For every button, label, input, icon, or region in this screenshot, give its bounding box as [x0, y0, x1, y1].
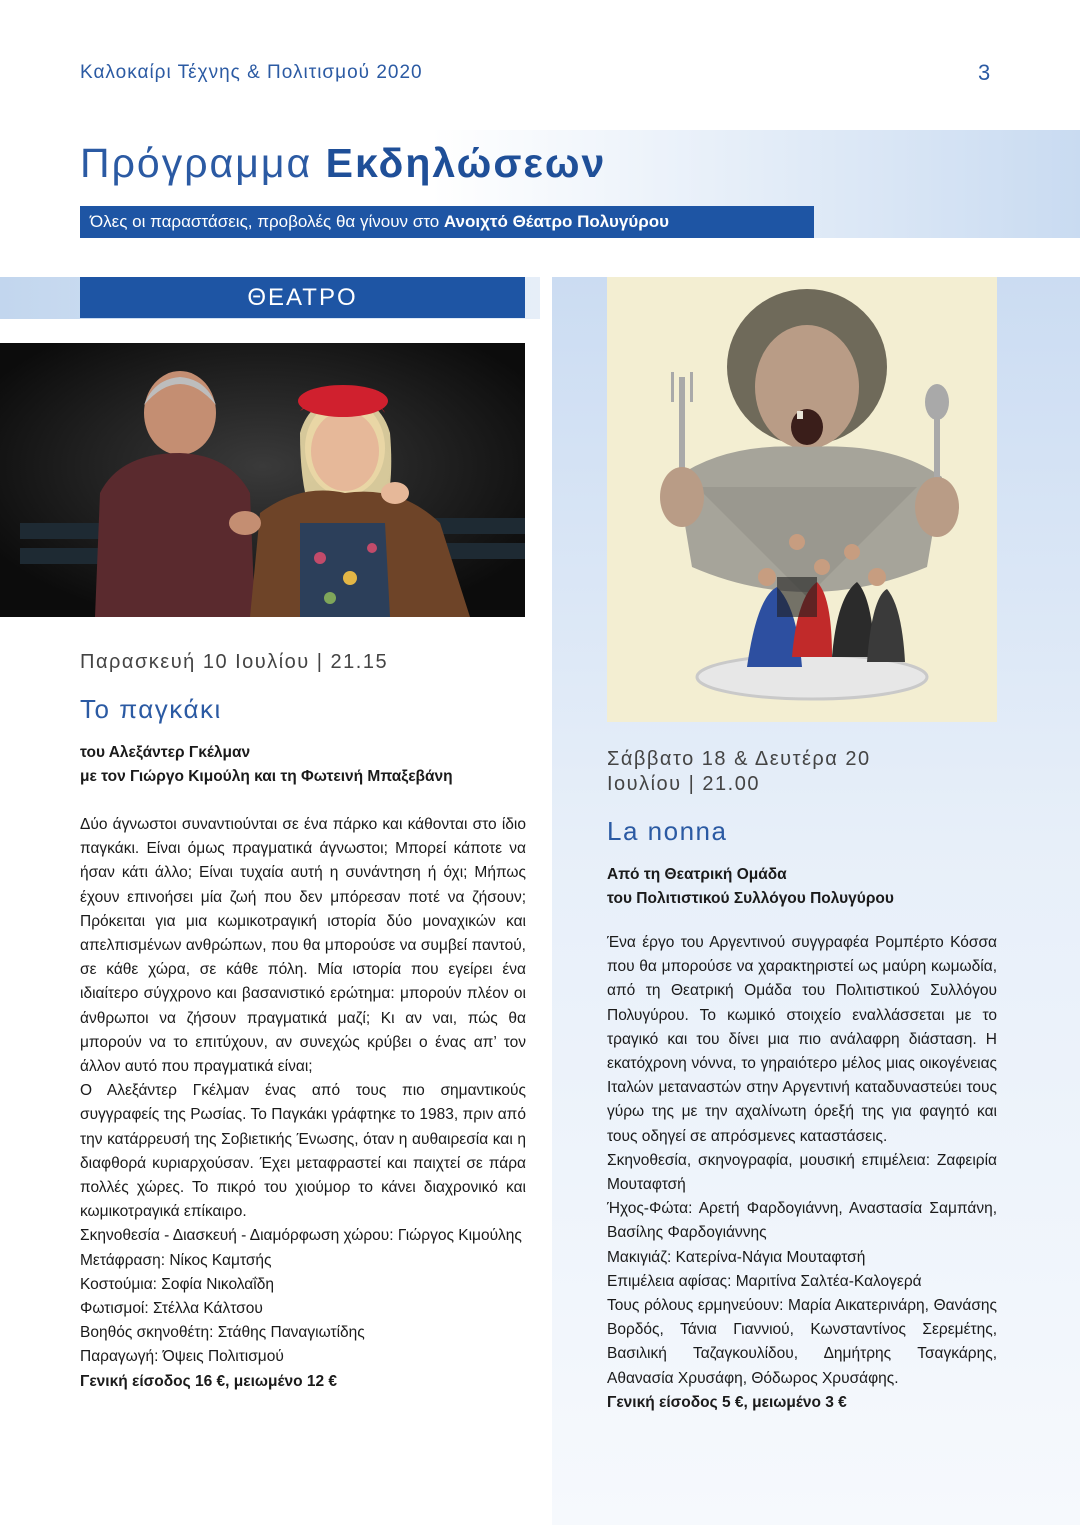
- event-credits: [607, 863, 1007, 911]
- credit-line: Σκηνοθεσία - Διασκευή - Διαμόρφωση χώρου: Γιώργος Κιμούλης: [80, 1227, 522, 1245]
- event-title: Το παγκάκι: [80, 694, 222, 724]
- section-label: ΘΕΑΤΡΟ: [80, 277, 525, 318]
- ticket-price: Γενική είσοδος 16 €, μειωμένο 12 €: [80, 1372, 338, 1390]
- credit-line: Επιμέλεια αφίσας: Μαριτίνα Σαλτέα-Καλογερά: [607, 1272, 922, 1290]
- page-number: 3: [978, 60, 991, 85]
- event-description: [607, 931, 997, 1415]
- description-paragraph: Ο Αλεξάντερ Γκέλμαν ένας από τους πιο σημαντικούς συγγραφείς της Ρωσίας. Το Παγκάκι γράφτηκε το 1983, πριν από την κατάρρευσή της Σοβιετικής Ένωσης, όταν η αυθαιρεσία και η διαφθορά κυριαρχούσαν. Έχει μεταφραστεί και παιχτεί σε πάρα πολλές χώρες. Το πικρό του χιούμορ το κάνει διαχρονικό και κωμικοτραγικά επίκαιρο.: [80, 1082, 526, 1221]
- event-description: [80, 813, 526, 1394]
- credit-cast: με τον Γιώργο Κιμούλη και τη Φωτεινή Μπαξεβάνη: [80, 768, 453, 785]
- page-title: [80, 140, 606, 187]
- venue-text: Όλες οι παραστάσεις, προβολές θα γίνουν στο: [90, 212, 440, 231]
- event-date-line2: Ιουλίου | 21.00: [607, 773, 760, 795]
- event-date-line1: Σάββατο 18 & Δευτέρα 20: [607, 748, 871, 770]
- ticket-price: Γενική είσοδος 5 €, μειωμένο 3 €: [607, 1393, 847, 1411]
- venue-place: Ανοιχτό Θέατρο Πολυγύρου: [443, 212, 670, 231]
- bench-scene-illustration: [0, 343, 525, 617]
- page-title-light: Πρόγραμμα: [80, 140, 313, 186]
- theatre-photo-bench: [0, 343, 525, 617]
- credit-line: Παραγωγή: Όψεις Πολιτισμού: [80, 1348, 284, 1366]
- credit-line: Μετάφραση: Νίκος Καμτσής: [80, 1251, 272, 1269]
- description-paragraph: Δύο άγνωστοι συναντιούνται σε ένα πάρκο και κάθονται στο ίδιο παγκάκι. Είναι όμως πραγματικά άγνωστοι; Μπορεί κάποτε να ήσαν κάτι άλλο; Είναι τυχαία αυτή η συνάντηση ή όχι; Μήπως έχουν επινοήσει μία ζωή που δεν μπόρεσαν ποτέ να ζήσουν; Πρόκειται για μια κωμικοτραγική ιστορία δύο μοναχικών και απελπισμένων ανθρώπων, που θα μπορούσε να συμβεί παντού, σε κάθε χώρα, σε κάθε πόλη. Μία ιστορία που εγείρει ένα ιδιαίτερο σύγχρονο και βασανιστικό ερώτημα: μπορούν πλέον οι άνθρωποι να ζήσουν πραγματικά μαζί; Κι αν ναι, πώς θα μπορούν να το επιτύχουν, αν συνεχώς κρύβει ο ένας απ’ τον άλλον αυτό που πραγματικά είναι;: [80, 816, 526, 1076]
- credit-association: του Πολιτιστικού Συλλόγου Πολυγύρου: [607, 890, 894, 907]
- credit-line: Μακιγιάζ: Κατερίνα-Νάγια Μουταφτσή: [607, 1248, 866, 1266]
- credit-line: Βοηθός σκηνοθέτη: Στάθης Παναγιωτίδης: [80, 1324, 365, 1342]
- event-date: Παρασκευή 10 Ιουλίου | 21.15: [80, 651, 389, 673]
- credit-line: Ήχος-Φώτα: Αρετή Φαρδογιάννη, Αναστασία Σαμπάνη, Βασίλης Φαρδογιάννης: [607, 1200, 997, 1242]
- running-header: Καλοκαίρι Τέχνης & Πολιτισμού 2020: [80, 62, 423, 83]
- event-title: La nonna: [607, 816, 728, 846]
- la-nonna-poster: [607, 277, 997, 722]
- venue-bar: [80, 206, 814, 238]
- credit-line: Σκηνοθεσία, σκηνογραφία, μουσική επιμέλεια: Ζαφειρία Μουταφτσή: [607, 1151, 997, 1194]
- page-title-bold: Εκδηλώσεων: [325, 140, 607, 186]
- credit-line: Φωτισμοί: Στέλλα Κάλτσου: [80, 1300, 263, 1318]
- event-credits: [80, 741, 540, 789]
- description-paragraph: Ένα έργο του Αργεντινού συγγραφέα Ρομπέρτο Κόσσα που θα μπορούσε να χαρακτηριστεί ως μαύρη κωμωδία, από τη Θεατρική Ομάδα του Πολιτιστικού Συλλόγου Πολυγύρου. Το κωμικό στοιχείο εναλλάσσεται με το τραγικό και του δίνει μια πιο ανάλαφρη διάσταση. Η εκατόχρονη νόννα, το γηραιότερο μέλος μιας οικογένειας Ιταλών μεταναστών στην Αργεντινή καταδυναστεύει τους γύρω της με την αχαλίνωτη όρεξή της για φαγητό και τους οδηγεί σε απρόσμενες καταστάσεις.: [607, 934, 997, 1145]
- credit-author: του Αλεξάντερ Γκέλμαν: [80, 744, 251, 761]
- credit-group: Από τη Θεατρική Ομάδα: [607, 866, 787, 883]
- credit-line: Τους ρόλους ερμηνεύουν: Μαρία Αικατερινάρη, Θανάσης Βορδός, Τάνια Γιαννιού, Κωνσταντίνος Σερεμέτης, Βασιλική Ταζαγκουλίδου, Δημήτρης Τσαγκάρης, Αθανασία Χρυσάφη, Θόδωρος Χρυσάφης.: [607, 1297, 997, 1387]
- nonna-illustration: [607, 277, 997, 722]
- event-date: [607, 747, 1007, 797]
- credit-line: Κοστούμια: Σοφία Νικολαΐδη: [80, 1275, 274, 1293]
